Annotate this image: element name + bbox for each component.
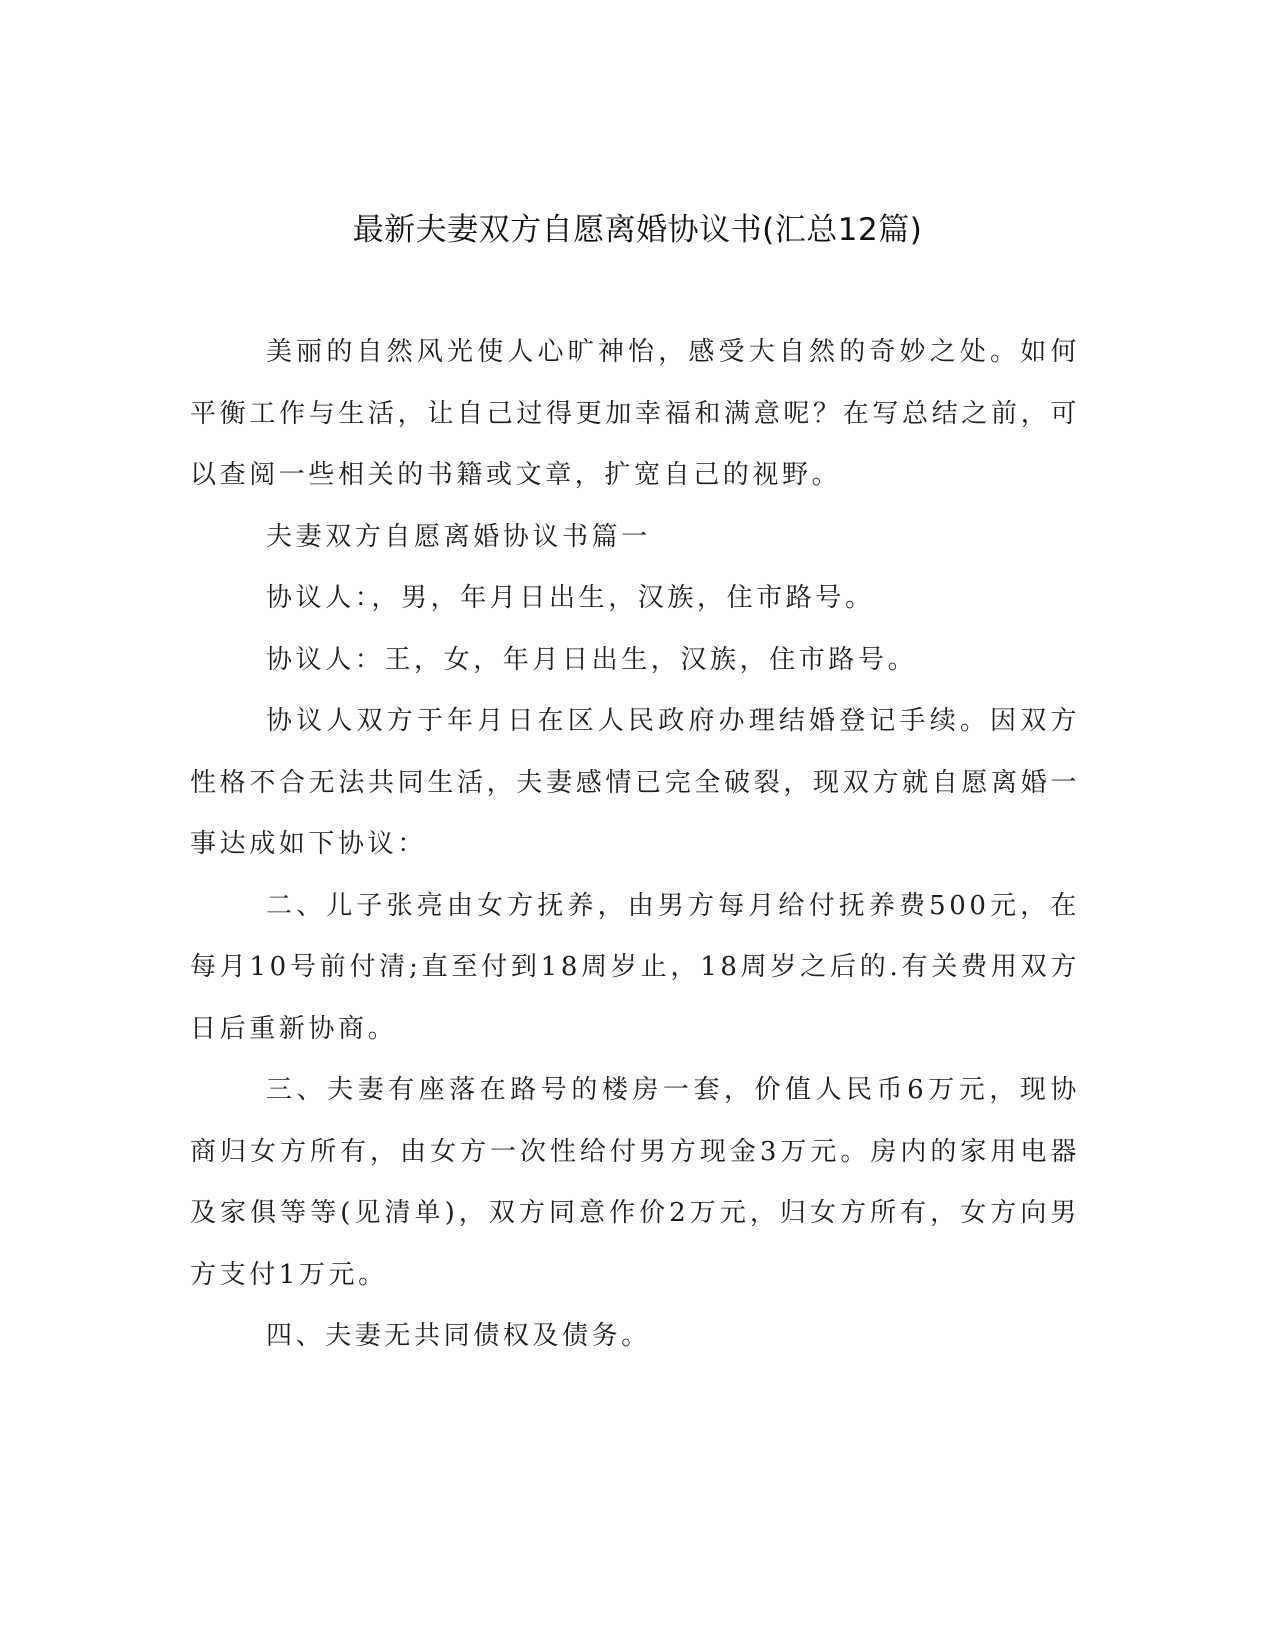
- clause-four-paragraph: 四、夫妻无共同债权及债务。: [266, 1321, 651, 1351]
- agreement-intro-paragraph: 协议人双方于年月日在区人民政府办理结婚登记手续。因双方性格不合无法共同生活，夫妻感情已完全破裂，现双方就自愿离婚一事达成如下协议：: [190, 706, 1080, 859]
- document-body: [190, 322, 1080, 1368]
- clause-two-paragraph: 二、儿子张亮由女方抚养，由男方每月给付抚养费500元，在每月10号前付清;直至付到18周岁止，18周岁之后的.有关费用双方日后重新协商。: [190, 890, 1080, 1044]
- intro-paragraph: 美丽的自然风光使人心旷神怡，感受大自然的奇妙之处。如何平衡工作与生活，让自己过得更加幸福和满意呢？在写总结之前，可以查阅一些相关的书籍或文章，扩宽自己的视野。: [190, 337, 1080, 490]
- section-heading: 夫妻双方自愿离婚协议书篇一: [266, 521, 651, 552]
- party-one-paragraph: 协议人：，男，年月日出生，汉族，住市路号。: [266, 583, 875, 613]
- document-title: 最新夫妻双方自愿离婚协议书(汇总12篇): [352, 212, 923, 248]
- clause-three-paragraph: 三、夫妻有座落在路号的楼房一套，价值人民币6万元，现协商归女方所有，由女方一次性给付男方现金3万元。房内的家用电器及家俱等等(见清单)，双方同意作价2万元，归女方所有，女方向男方支付1万元。: [190, 1075, 1080, 1290]
- party-two-paragraph: 协议人：王，女，年月日出生，汉族，住市路号。: [266, 644, 918, 675]
